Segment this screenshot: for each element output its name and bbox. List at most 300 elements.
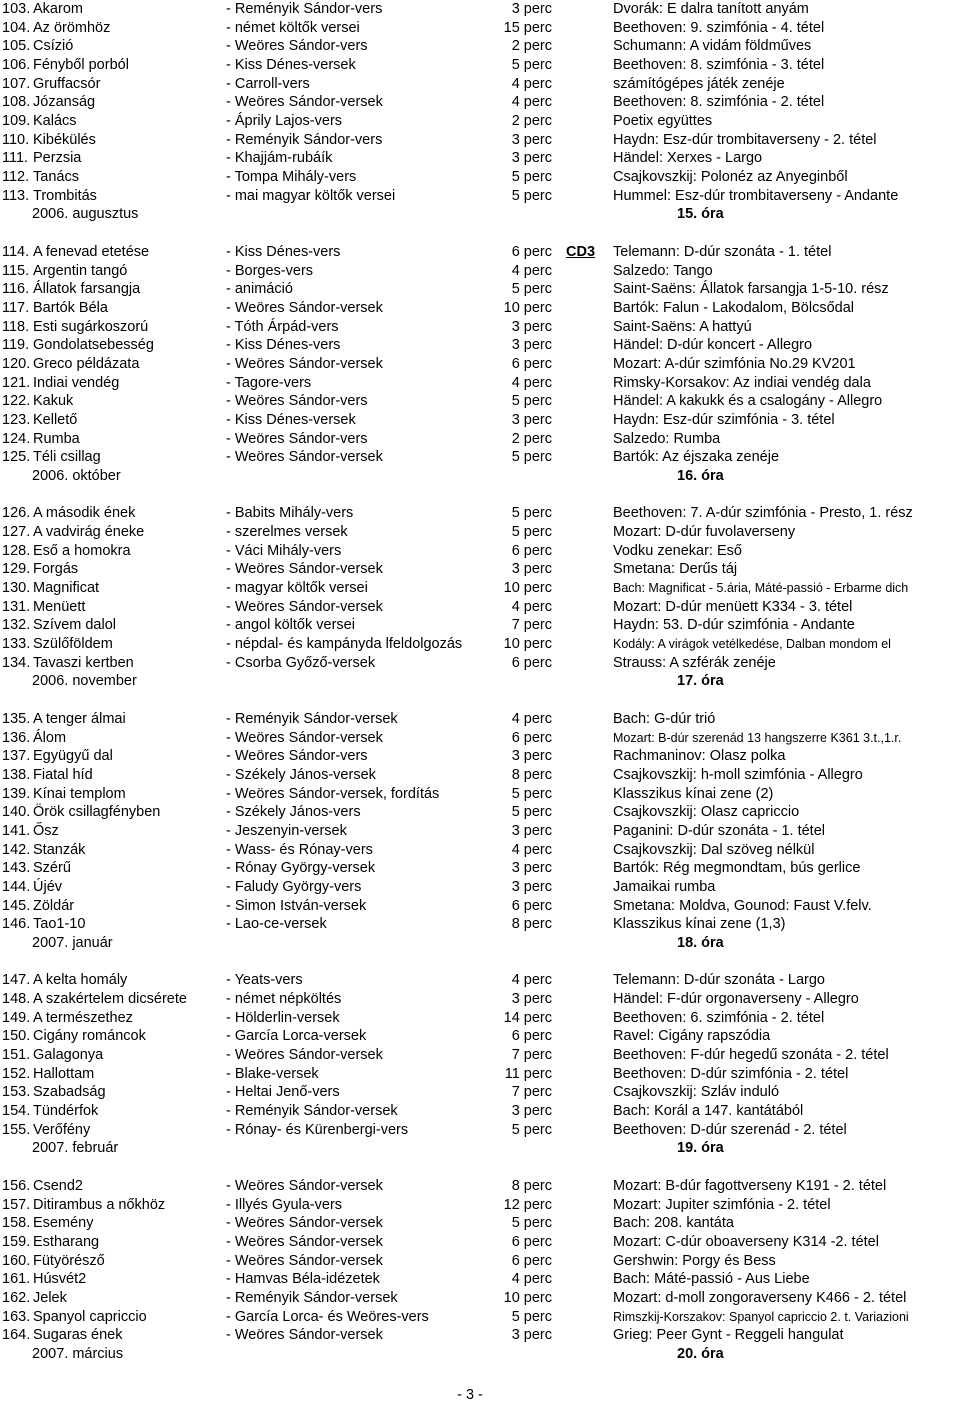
list-item xyxy=(0,299,960,317)
list-item xyxy=(0,523,960,541)
entry-number: 161. xyxy=(2,1271,31,1288)
entry-music: Mozart: B-dúr fagottverseny K191 - 2. tétel xyxy=(613,1177,887,1194)
entry-title: Állatok farsangja xyxy=(33,281,141,298)
entry-number: 116. xyxy=(2,281,30,298)
list-item xyxy=(0,1102,960,1120)
section-date: 2006. október xyxy=(32,468,121,484)
list-item xyxy=(0,411,960,429)
entry-number: 149. xyxy=(2,1009,31,1026)
entry-number: 104. xyxy=(2,19,31,36)
entry-music: Bach: G-dúr trió xyxy=(613,710,716,727)
entry-poem: - Kiss Dénes-versek xyxy=(226,57,356,74)
entry-music: Poetix együttes xyxy=(613,113,713,130)
section-date: 2006. augusztus xyxy=(32,206,139,223)
entry-poem: - Váci Mihály-vers xyxy=(226,542,342,559)
entry-number: 133. xyxy=(2,636,31,653)
entry-duration: 7 perc xyxy=(511,1047,552,1064)
entry-duration: 3 perc xyxy=(511,411,552,428)
section-hour: 20. óra xyxy=(677,1345,724,1362)
entry-duration: 3 perc xyxy=(511,748,552,765)
entry-music: Bach: Máté-passió - Aus Liebe xyxy=(613,1271,810,1288)
list-item xyxy=(0,803,960,821)
entry-poem: - Székely János-versek xyxy=(226,766,376,783)
entry-duration: 5 perc xyxy=(511,449,552,466)
entry-number: 160. xyxy=(2,1252,31,1269)
entry-number: 129. xyxy=(2,561,31,578)
entry-duration: 7 perc xyxy=(511,617,552,634)
list-item xyxy=(0,336,960,354)
list-item xyxy=(0,785,960,803)
list-item xyxy=(0,729,960,747)
entry-poem: - Weöres Sándor-versek xyxy=(226,598,383,615)
list-item xyxy=(0,1308,960,1326)
section-hour: 16. óra xyxy=(677,468,724,484)
entry-poem: - Blake-versek xyxy=(226,1065,319,1082)
entry-music: Telemann: D-dúr szonáta - Largo xyxy=(613,972,825,989)
entry-title: A vadvirág éneke xyxy=(33,524,145,541)
entry-number: 153. xyxy=(2,1084,31,1101)
entry-number: 122. xyxy=(2,393,31,410)
list-item xyxy=(0,318,960,336)
entry-title: A kelta homály xyxy=(33,972,128,989)
entry-music: Saint-Saëns: A hattyú xyxy=(613,318,752,335)
entry-number: 158. xyxy=(2,1215,31,1232)
entry-title: Kalács xyxy=(33,113,77,130)
entry-title: Hallottam xyxy=(33,1065,95,1082)
entry-number: 134. xyxy=(2,654,31,671)
entry-poem: - Borges-vers xyxy=(226,262,314,279)
entry-poem: - német költők versei xyxy=(226,19,360,36)
entry-poem: - Weöres Sándor-versek xyxy=(226,299,383,316)
entry-music: Mozart: Jupiter szimfónia - 2. tétel xyxy=(613,1196,831,1213)
section-footer xyxy=(0,467,960,485)
entry-duration: 3 perc xyxy=(511,561,552,578)
list-item xyxy=(0,915,960,933)
entry-title: Ősz xyxy=(33,822,59,839)
list-item xyxy=(0,822,960,840)
entry-poem: - Weöres Sándor-versek xyxy=(226,729,383,746)
entry-duration: 6 perc xyxy=(511,542,552,559)
entry-poem: - német népköltés xyxy=(226,991,342,1008)
entry-duration: 4 perc xyxy=(511,94,552,111)
entry-duration: 4 perc xyxy=(511,262,552,279)
entry-music: Telemann: D-dúr szonáta - 1. tétel xyxy=(613,243,832,260)
entry-title: Kakuk xyxy=(33,393,74,410)
entry-number: 111. xyxy=(2,150,29,167)
entry-music: Händel: A kakukk és a csalogány - Allegro xyxy=(613,393,883,410)
list-item xyxy=(0,878,960,896)
entry-music: Kodály: A virágok vetélkedése, Dalban mondom el xyxy=(613,637,891,652)
entry-poem: - Hamvas Béla-idézetek xyxy=(226,1271,380,1288)
list-item xyxy=(0,1270,960,1288)
entry-title: Kínai templom xyxy=(33,785,126,802)
entry-music: Rimszkij-Korszakov: Spanyol capriccio 2. t. Variazioni xyxy=(613,1309,909,1324)
entry-duration: 3 perc xyxy=(511,860,552,877)
entry-duration: 3 perc xyxy=(511,991,552,1008)
list-item xyxy=(0,579,960,597)
list-item xyxy=(0,243,960,261)
entry-title: Álom xyxy=(33,729,67,746)
entry-duration: 4 perc xyxy=(511,374,552,391)
list-item xyxy=(0,1177,960,1195)
entry-title: Estharang xyxy=(33,1233,100,1250)
entry-number: 110. xyxy=(2,131,30,148)
entry-duration: 10 perc xyxy=(503,636,552,653)
entry-music: Haydn: Esz-dúr szimfónia - 3. tétel xyxy=(613,411,835,428)
list-item xyxy=(0,430,960,448)
list-item xyxy=(0,859,960,877)
entry-poem: - animáció xyxy=(226,281,293,298)
entry-title: Cigány románcok xyxy=(33,1028,146,1045)
entry-poem: - Tagore-vers xyxy=(226,374,312,391)
entry-poem: - Weöres Sándor-versek xyxy=(226,561,383,578)
entry-title: Verőfény xyxy=(33,1121,91,1138)
entry-title: Húsvét2 xyxy=(33,1271,87,1288)
entry-duration: 6 perc xyxy=(511,729,552,746)
list-item xyxy=(0,131,960,149)
page-number: - 3 - xyxy=(457,1387,483,1403)
entry-duration: 5 perc xyxy=(511,187,552,204)
list-item xyxy=(0,897,960,915)
entry-title: Az örömhöz xyxy=(33,19,111,36)
entry-music: Csajkovszkij: Dal szöveg nélkül xyxy=(613,841,815,858)
entry-number: 159. xyxy=(2,1233,31,1250)
entry-duration: 8 perc xyxy=(511,916,552,933)
list-item xyxy=(0,1121,960,1139)
list-item xyxy=(0,262,960,280)
entry-title: Téli csillag xyxy=(33,449,101,466)
entry-number: 124. xyxy=(2,430,31,447)
entry-duration: 5 perc xyxy=(511,804,552,821)
entry-number: 112. xyxy=(2,169,30,186)
entry-duration: 3 perc xyxy=(511,1103,552,1120)
list-item xyxy=(0,392,960,410)
entry-music: Jamaikai rumba xyxy=(613,878,716,895)
list-item xyxy=(0,0,960,18)
entry-poem: - szerelmes versek xyxy=(226,524,348,541)
entry-music: Csajkovszkij: h-moll szimfónia - Allegro xyxy=(613,766,863,783)
entry-poem: - Székely János-vers xyxy=(226,804,361,821)
entry-number: 163. xyxy=(2,1308,31,1325)
list-item xyxy=(0,560,960,578)
entry-music: Beethoven: 6. szimfónia - 2. tétel xyxy=(613,1009,825,1026)
entry-number: 155. xyxy=(2,1121,31,1138)
entry-poem: - Kiss Dénes-vers xyxy=(226,337,341,354)
entry-music: Vodku zenekar: Eső xyxy=(613,542,742,559)
entry-duration: 8 perc xyxy=(511,1177,552,1194)
entry-music: Beethoven: 8. szimfónia - 2. tétel xyxy=(613,94,825,111)
entry-duration: 12 perc xyxy=(503,1196,552,1213)
entry-poem: - Weöres Sándor-versek xyxy=(226,1177,383,1194)
entry-number: 164. xyxy=(2,1327,31,1344)
entry-number: 132. xyxy=(2,617,31,634)
list-item xyxy=(0,542,960,560)
entry-title: Perzsia xyxy=(33,150,82,167)
entry-number: 106. xyxy=(2,57,31,74)
entry-music: Csajkovszkij: Szláv induló xyxy=(613,1084,780,1101)
entry-duration: 6 perc xyxy=(511,1252,552,1269)
entry-title: Stanzák xyxy=(33,841,86,858)
entry-poem: - Weöres Sándor-vers xyxy=(226,430,368,447)
entry-title: Ditirambus a nőkhöz xyxy=(33,1196,166,1213)
entry-poem: - Reményik Sándor-versek xyxy=(226,710,398,727)
entry-number: 126. xyxy=(2,505,31,522)
entry-number: 103. xyxy=(2,1,31,17)
entry-duration: 6 perc xyxy=(511,654,552,671)
entry-duration: 3 perc xyxy=(511,131,552,148)
entry-title: Szívem dalol xyxy=(33,617,117,634)
entry-number: 143. xyxy=(2,860,31,877)
entry-duration: 11 perc xyxy=(504,1065,552,1082)
entry-number: 127. xyxy=(2,524,31,541)
entry-music: Mozart: C-dúr oboaverseny K314 -2. tétel xyxy=(613,1233,879,1250)
entry-music: számítógépes játék zenéje xyxy=(613,75,785,92)
entry-duration: 4 perc xyxy=(511,710,552,727)
entry-poem: - Heltai Jenő-vers xyxy=(226,1084,340,1101)
entry-title: A természethez xyxy=(33,1009,133,1026)
entry-poem: - magyar költők versei xyxy=(226,580,368,597)
entry-title: Fényből porból xyxy=(33,57,129,74)
list-item xyxy=(0,448,960,466)
cd-label: CD3 xyxy=(566,243,596,260)
entry-poem: - Reményik Sándor-vers xyxy=(226,1,383,17)
list-item xyxy=(0,1289,960,1307)
entry-title: Tanács xyxy=(33,169,79,186)
entry-music: Bach: 208. kantáta xyxy=(613,1215,734,1232)
list-item xyxy=(0,598,960,616)
entry-title: A fenevad etetése xyxy=(33,243,150,260)
entry-title: Újév xyxy=(33,878,63,895)
entry-number: 107. xyxy=(2,75,31,92)
entry-title: Argentin tangó xyxy=(33,262,128,279)
entry-music: Ravel: Cigány rapszódia xyxy=(613,1028,771,1045)
entry-poem: - Rónay György-versek xyxy=(226,860,376,877)
entry-music: Salzedo: Tango xyxy=(613,262,713,279)
entry-number: 139. xyxy=(2,785,31,802)
entry-duration: 4 perc xyxy=(511,841,552,858)
entry-music: Händel: D-dúr koncert - Allegro xyxy=(613,337,813,354)
entry-number: 157. xyxy=(2,1196,31,1213)
entry-poem: - Kiss Dénes-vers xyxy=(226,243,341,260)
entry-number: 120. xyxy=(2,355,31,372)
entry-poem: - Weöres Sándor-vers xyxy=(226,38,368,55)
entry-poem: - Weöres Sándor-versek xyxy=(226,1327,383,1344)
entry-number: 144. xyxy=(2,878,31,895)
entry-duration: 6 perc xyxy=(511,897,552,914)
section-hour: 18. óra xyxy=(677,935,724,951)
entry-poem: - Simon István-versek xyxy=(226,897,367,914)
entry-music: Händel: F-dúr orgonaverseny - Allegro xyxy=(613,991,859,1008)
entry-title: Magnificat xyxy=(33,580,100,597)
list-item xyxy=(0,710,960,728)
list-item xyxy=(0,1027,960,1045)
list-item xyxy=(0,19,960,37)
entry-title: A második ének xyxy=(33,505,136,522)
entry-title: Szérű xyxy=(33,860,71,877)
section-footer xyxy=(0,934,960,952)
entry-music: Schumann: A vidám földműves xyxy=(613,38,812,55)
section-hour: 17. óra xyxy=(677,673,724,690)
entry-duration: 5 perc xyxy=(511,785,552,802)
entry-poem: - Tompa Mihály-vers xyxy=(226,169,357,186)
entry-number: 151. xyxy=(2,1047,31,1064)
entry-duration: 3 perc xyxy=(511,150,552,167)
entry-poem: - Weöres Sándor-versek xyxy=(226,1047,383,1064)
entry-music: Beethoven: 8. szimfónia - 3. tétel xyxy=(613,57,825,74)
entry-duration: 5 perc xyxy=(511,505,552,522)
entry-music: Beethoven: D-dúr szerenád - 2. tétel xyxy=(613,1121,847,1138)
entry-title: Jelek xyxy=(33,1289,67,1306)
list-item xyxy=(0,56,960,74)
entry-poem: - mai magyar költők versei xyxy=(226,187,396,204)
entry-poem: - Weöres Sándor-vers xyxy=(226,393,368,410)
entry-music: Saint-Saëns: Állatok farsangja 1-5-10. rész xyxy=(613,281,889,298)
entry-title: Tao1-10 xyxy=(33,916,86,933)
entry-duration: 2 perc xyxy=(511,38,552,55)
entry-number: 135. xyxy=(2,710,31,727)
entry-number: 108. xyxy=(2,94,31,111)
entry-music: Rachmaninov: Olasz polka xyxy=(613,748,786,765)
entry-poem: - Áprily Lajos-vers xyxy=(226,113,343,130)
entry-title: Esti sugárkoszorú xyxy=(33,318,149,335)
section-hour: 15. óra xyxy=(677,206,724,223)
entry-duration: 10 perc xyxy=(503,299,552,316)
entry-number: 146. xyxy=(2,916,31,933)
entry-number: 148. xyxy=(2,991,31,1008)
section-footer xyxy=(0,1139,960,1157)
entry-music: Mozart: B-dúr szerenád 13 hangszerre K361 3.t.,1.r. xyxy=(613,730,902,745)
entry-title: Kellető xyxy=(33,411,78,428)
entry-music: Beethoven: F-dúr hegedű szonáta - 2. tétel xyxy=(613,1047,889,1064)
entry-number: 156. xyxy=(2,1177,31,1194)
entry-poem: - García Lorca-versek xyxy=(226,1028,367,1045)
entry-music: Klasszikus kínai zene (2) xyxy=(613,785,774,802)
entry-duration: 6 perc xyxy=(511,1233,552,1250)
list-item xyxy=(0,93,960,111)
list-item xyxy=(0,1083,960,1101)
entry-duration: 2 perc xyxy=(511,113,552,130)
list-item xyxy=(0,635,960,653)
list-item xyxy=(0,1214,960,1232)
list-item xyxy=(0,1326,960,1344)
entry-duration: 3 perc xyxy=(511,1,552,17)
list-item xyxy=(0,504,960,522)
entry-music: Bach: Magnificat - 5.ária, Máté-passió - Erbarme dich xyxy=(613,581,909,596)
entry-music: Beethoven: 9. szimfónia - 4. tétel xyxy=(613,19,825,36)
list-item xyxy=(0,971,960,989)
entry-number: 138. xyxy=(2,766,31,783)
list-item xyxy=(0,75,960,93)
entry-title: Eső a homokra xyxy=(33,542,131,559)
list-item xyxy=(0,747,960,765)
list-item xyxy=(0,990,960,1008)
entry-music: Mozart: D-dúr fuvolaverseny xyxy=(613,524,796,541)
list-item xyxy=(0,374,960,392)
list-item xyxy=(0,1196,960,1214)
entry-duration: 3 perc xyxy=(511,822,552,839)
list-item xyxy=(0,280,960,298)
entry-number: 130. xyxy=(2,580,31,597)
entry-title: A tenger álmai xyxy=(33,710,126,727)
entry-number: 162. xyxy=(2,1289,31,1306)
entry-duration: 3 perc xyxy=(511,878,552,895)
entry-number: 105. xyxy=(2,38,31,55)
entry-music: Bartók: Az éjszaka zenéje xyxy=(613,449,780,466)
list-item xyxy=(0,112,960,130)
entry-title: Zöldár xyxy=(33,897,75,914)
entry-duration: 10 perc xyxy=(503,1289,552,1306)
entry-title: Csízió xyxy=(33,38,74,55)
entry-number: 152. xyxy=(2,1065,31,1082)
entry-number: 141. xyxy=(2,822,31,839)
entry-title: Trombitás xyxy=(33,187,97,204)
entry-title: Józanság xyxy=(33,94,96,111)
entry-title: Tavaszi kertben xyxy=(33,654,134,671)
entry-duration: 5 perc xyxy=(511,1308,552,1325)
entry-poem: - Reményik Sándor-versek xyxy=(226,1289,398,1306)
list-item xyxy=(0,654,960,672)
entry-poem: - Wass- és Rónay-vers xyxy=(226,841,373,858)
entry-music: Haydn: 53. D-dúr szimfónia - Andante xyxy=(613,617,855,634)
entry-poem: - Csorba Győző-versek xyxy=(226,654,376,671)
entry-poem: - angol költők versei xyxy=(226,617,355,634)
list-item xyxy=(0,841,960,859)
entry-music: Händel: Xerxes - Largo xyxy=(613,150,763,167)
entry-music: Csajkovszkij: Olasz capriccio xyxy=(613,804,800,821)
entry-duration: 4 perc xyxy=(511,75,552,92)
entry-music: Salzedo: Rumba xyxy=(613,430,721,447)
entry-duration: 5 perc xyxy=(511,524,552,541)
list-item xyxy=(0,1046,960,1064)
entry-music: Mozart: D-dúr menüett K334 - 3. tétel xyxy=(613,598,853,615)
section-date: 2006. november xyxy=(32,673,137,690)
entry-number: 154. xyxy=(2,1103,31,1120)
entry-poem: - García Lorca- és Weöres-vers xyxy=(226,1308,429,1325)
entry-number: 140. xyxy=(2,804,31,821)
list-item xyxy=(0,1009,960,1027)
entry-title: Fütyörésző xyxy=(33,1252,105,1269)
list-item xyxy=(0,168,960,186)
entry-number: 114. xyxy=(2,243,30,260)
entry-music: Mozart: d-moll zongoraverseny K466 - 2. tétel xyxy=(613,1289,907,1306)
entry-music: Strauss: A szférák zenéje xyxy=(613,654,776,671)
list-item xyxy=(0,1065,960,1083)
entry-poem: - népdal- és kampányda lfeldolgozás xyxy=(226,636,463,653)
entry-duration: 4 perc xyxy=(511,1271,552,1288)
entry-music: Bach: Korál a 147. kantátából xyxy=(613,1103,804,1120)
entry-poem: - Rónay- és Kürenbergi-vers xyxy=(226,1121,409,1138)
entry-number: 145. xyxy=(2,897,31,914)
entry-title: Örök csillagfényben xyxy=(33,804,161,821)
section-hour: 19. óra xyxy=(677,1140,724,1157)
entry-duration: 14 perc xyxy=(503,1009,552,1026)
entry-music: Paganini: D-dúr szonáta - 1. tétel xyxy=(613,822,825,839)
entry-music: Bartók: Falun - Lakodalom, Bölcsődal xyxy=(613,299,854,316)
entry-title: Együgyű dal xyxy=(33,748,113,765)
entry-duration: 5 perc xyxy=(511,1121,552,1138)
entry-duration: 15 perc xyxy=(503,19,552,36)
entry-title: Galagonya xyxy=(33,1047,104,1064)
entry-music: Smetana: Derűs táj xyxy=(613,561,738,578)
list-item xyxy=(0,355,960,373)
entry-title: Akarom xyxy=(33,1,83,17)
entry-number: 125. xyxy=(2,449,31,466)
entry-title: Szülőföldem xyxy=(33,636,113,653)
section-footer xyxy=(0,205,960,223)
entry-music: Rimsky-Korsakov: Az indiai vendég dala xyxy=(613,374,871,391)
entry-duration: 6 perc xyxy=(511,355,552,372)
entry-duration: 4 perc xyxy=(511,972,552,989)
